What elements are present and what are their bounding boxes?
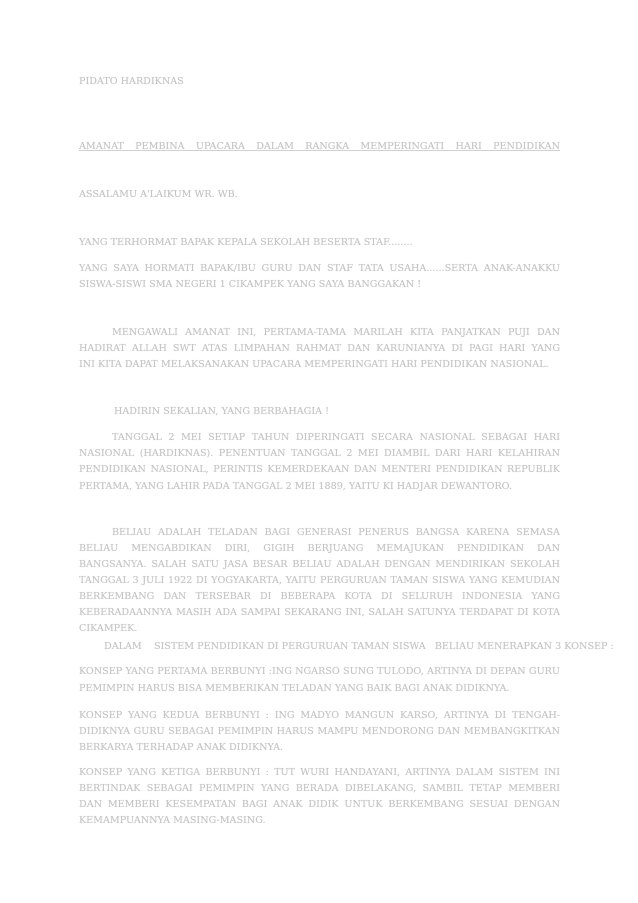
document-title: PIDATO HARDIKNAS [79, 76, 184, 87]
concept2-line: DIDIKNYA GURU SEBAGAI PEMIMPIN HARUS MAMPU MENDORONG DAN MEMBANGKITKAN [79, 726, 560, 737]
document-heading: AMANAT PEMBINA UPACARA DALAM RANGKA MEMPERINGATI HARI PENDIDIKAN [79, 141, 560, 152]
history-line: PERTAMA, YANG LAHIR PADA TANGGAL 2 MEI 1889, YAITU KI HADJAR DEWANTORO. [79, 481, 513, 492]
role-line: KEBERADAANNYA MASIH ADA SAMPAI SEKARANG INI, SALAH SATUNYA TERDAPAT DI KOTA [79, 607, 560, 618]
salutation-line: SISWA-SISWI SMA NEGERI 1 CIKAMPEK YANG SAYA BANGGAKAN ! [79, 279, 422, 290]
concept1-line: KONSEP YANG PERTAMA BERBUNYI :ING NGARSO SUNG TULODO, ARTINYA DI DEPAN GURU [79, 666, 560, 677]
opening-line: MENGAWALI AMANAT INI, PERTAMA-TAMA MARILAH KITA PANJATKAN PUJI DAN [112, 327, 560, 338]
concept2-line: BERKARYA TERHADAP ANAK DIDIKNYA. [79, 742, 284, 753]
history-line: TANGGAL 2 MEI SETIAP TAHUN DIPERINGATI SECARA NASIONAL SEBAGAI HARI [112, 432, 560, 443]
history-line: PENDIDIKAN NASIONAL, PERINTIS KEMERDEKAAN DAN MENTERI PENDIDIKAN REPUBLIK [79, 464, 560, 475]
salutation-line: YANG SAYA HORMATI BAPAK/IBU GURU DAN STAF TATA USAHA......SERTA ANAK-ANAKKU [79, 263, 560, 274]
salutation-line: YANG TERHORMAT BAPAK KEPALA SEKOLAH BESERTA STAF........ [79, 237, 413, 248]
concept3-line: KONSEP YANG KETIGA BERBUNYI : TUT WURI HANDAYANI, ARTINYA DALAM SISTEM INI [79, 767, 560, 778]
opening-line: INI KITA DAPAT MELAKSANAKAN UPACARA MEMPERINGATI HARI PENDIDIKAN NASIONAL. [79, 359, 549, 370]
opening-line: HADIRAT ALLAH SWT ATAS LIMPAHAN RAHMAT DAN KARUNIANYA DI PAGI HARI YANG [79, 343, 560, 354]
concept3-line: KEMAMPUANNYA MASING-MASING. [79, 815, 266, 826]
concept3-line: DAN MEMBERI KESEMPATAN BAGI ANAK DIDIK UNTUK BERKEMBANG SESUAI DENGAN [79, 799, 560, 810]
concept1-line: PEMIMPIN HARUS BISA MEMBERIKAN TELADAN YANG BAIK BAGI ANAK DIDIKNYA. [79, 683, 510, 694]
concept2-line: KONSEP YANG KEDUA BERBUNYI : ING MADYO MANGUN KARSO, ARTINYA DI TENGAH- [79, 710, 560, 721]
role-line: CIKAMPEK. [79, 623, 138, 634]
concept3-line: BERTINDAK SEBAGAI PEMIMPIN YANG BERADA DIBELAKANG, SAMBIL TETAP MEMBERI [79, 783, 560, 794]
role-line: BELIAU ADALAH TELADAN BAGI GENERASI PENERUS BANGSA KARENA SEMASA [112, 527, 560, 538]
greeting: ASSALAMU A'LAIKUM WR. WB. [79, 189, 238, 200]
role-line: BELIAU MENGABDIKAN DIRI, GIGIH BERJUANG MEMAJUKAN PENDIDIKAN DAN [79, 543, 560, 554]
role-line: BANGSANYA. SALAH SATU JASA BESAR BELIAU ADALAH DENGAN MENDIRIKAN SEKOLAH [79, 559, 560, 570]
role-line: BERKEMBANG DAN TERSEBAR DI BEBERAPA KOTA DI SELURUH INDONESIA YANG [79, 591, 560, 602]
role-line: TANGGAL 3 JULI 1922 DI YOGYAKARTA, YAITU PERGURUAN TAMAN SISWA YANG KEMUDIAN [79, 575, 560, 586]
history-line: NASIONAL (HARDIKNAS). PENENTUAN TANGGAL 2 MEI DIAMBIL DARI HARI KELAHIRAN [79, 448, 560, 459]
address-line: HADIRIN SEKALIAN, YANG BERBAHAGIA ! [114, 406, 329, 417]
system-intro-line: DALAM SISTEM PENDIDIKAN DI PERGURUAN TAMAN SISWA BELIAU MENERAPKAN 3 KONSEP : [104, 641, 614, 652]
